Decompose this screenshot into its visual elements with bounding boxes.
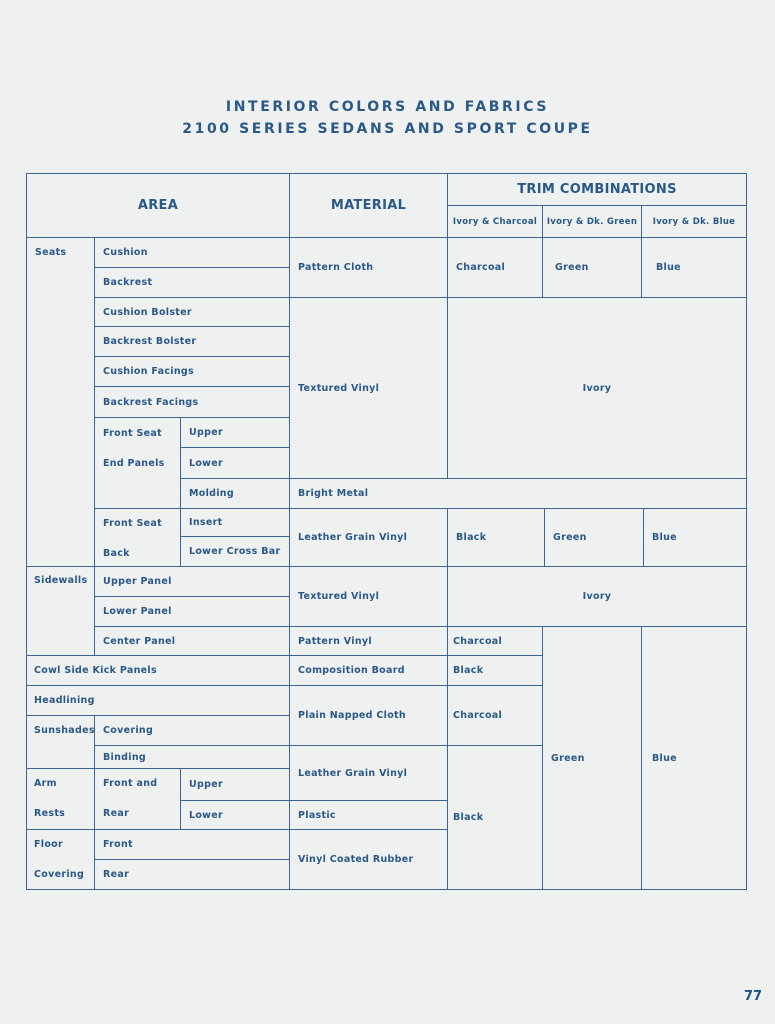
cell: Leather Grain Vinyl [289,508,448,567]
cell: Plastic [289,800,448,830]
cell-line: Front Seat [103,518,162,529]
cell-line: Front and [103,778,158,789]
cell: Ivory [447,566,747,627]
header-trim-col: Ivory & Dk. Blue [641,205,747,238]
cell: Bright Metal [289,478,747,509]
cell: Lower Panel [94,596,290,627]
cell: Leather Grain Vinyl [289,745,448,801]
cell: Plain Napped Cloth [289,685,448,746]
cell-line: Front Seat [103,428,162,439]
cell: Charcoal [447,685,543,746]
cell: Lower [180,800,290,830]
cell: Black [447,745,543,890]
cell: Center Panel [94,626,290,656]
seats-label: Seats [26,237,95,567]
cell: Pattern Vinyl [289,626,448,656]
sidewalls-label: Sidewalls [26,566,95,656]
header-area: AREA [26,173,290,238]
cell: Insert [180,508,290,537]
arm-rests-label [26,768,95,830]
cell: Blue [643,508,747,567]
cell: Textured Vinyl [289,297,448,479]
cell: Cushion [94,237,290,268]
page-number: 77 [744,989,763,1004]
cell: Cushion Facings [94,356,290,387]
sunshades-label: Sunshades [26,715,95,769]
cell: Lower Cross Bar [180,536,290,567]
cell [94,768,181,830]
cell: Covering [94,715,290,746]
cell: Vinyl Coated Rubber [289,829,448,890]
cell: Ivory [447,297,747,479]
cell-line: Floor [34,839,63,850]
cell: Green [542,626,642,890]
header-trim-col: Ivory & Dk. Green [542,205,642,238]
cell [94,417,181,509]
cell: Blue [641,626,747,890]
cell: Backrest [94,267,290,298]
cell: Green [544,508,644,567]
cell: Pattern Cloth [289,237,448,298]
cell: Headlining [26,685,290,716]
cell: Upper [180,417,290,448]
cell: Composition Board [289,655,448,686]
cell: Backrest Bolster [94,326,290,357]
cell-line: End Panels [103,458,165,469]
cell: Cowl Side Kick Panels [26,655,290,686]
cell: Black [447,508,545,567]
floor-covering-label [26,829,95,890]
cell: Textured Vinyl [289,566,448,627]
header-material: MATERIAL [289,173,448,238]
header-trim-col: Ivory & Charcoal [447,205,543,238]
cell: Binding [94,745,290,769]
title-line-2: 2100 SERIES SEDANS AND SPORT COUPE [182,121,593,137]
cell: Molding [180,478,290,509]
cell-line: Rests [34,808,66,819]
cell [94,508,181,567]
cell-line: Rear [103,808,130,819]
cell-line: Covering [34,869,85,880]
cell: Cushion Bolster [94,297,290,327]
cell: Black [447,655,543,686]
title-line-1: INTERIOR COLORS AND FABRICS [225,99,550,115]
cell: Lower [180,447,290,479]
cell: Upper Panel [94,566,290,597]
cell-line: Back [103,548,130,559]
cell: Upper [180,768,290,801]
cell: Rear [94,859,290,890]
header-trim: TRIM COMBINATIONS [447,173,747,206]
cell: Backrest Facings [94,386,290,418]
cell-line: Arm [34,778,57,789]
cell: Green [542,237,642,298]
cell: Front [94,829,290,860]
cell: Charcoal [447,237,543,298]
cell: Blue [641,237,747,298]
cell: Charcoal [447,626,543,656]
